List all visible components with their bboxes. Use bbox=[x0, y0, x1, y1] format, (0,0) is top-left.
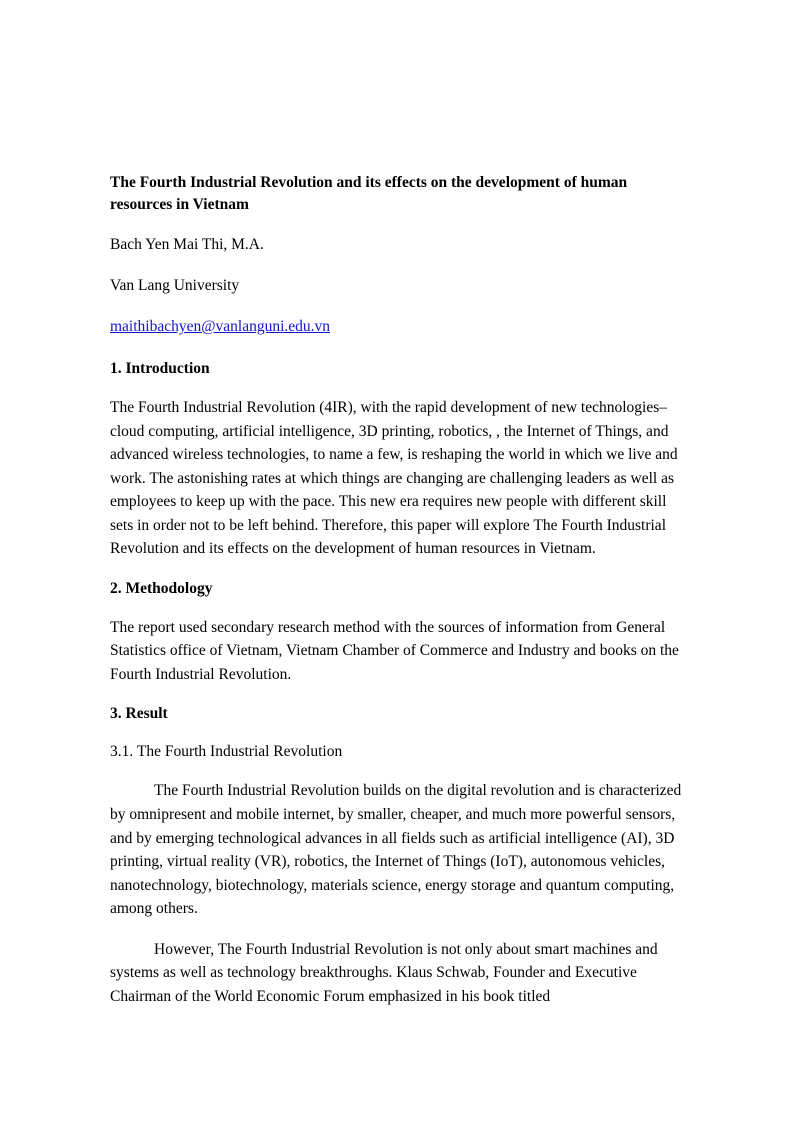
subsection-heading-fourth-industrial-revolution: 3.1. The Fourth Industrial Revolution bbox=[110, 743, 343, 761]
paragraph-introduction: The Fourth Industrial Revolution (4IR), with the rapid development of new technologies–cloud computing, artificial intelligence, 3D printing, robotics, , the Internet of Things, and advanced wireless technologies, to name a few, is reshaping the world in which we live and work. The astonishing rates at which things are changing are challenging leaders as well as employees to keep up with the pace. This new era requires new people with different skill sets in order not to be left behind. Therefore, this paper will explore The Fourth Industrial Revolution and its effects on the development of human resources in Vietnam. bbox=[110, 399, 678, 558]
section-heading-methodology: 2. Methodology bbox=[110, 579, 213, 597]
author-name: Bach Yen Mai Thi, M.A. bbox=[110, 236, 264, 253]
author-email bbox=[110, 316, 682, 338]
section-heading-introduction: 1. Introduction bbox=[110, 360, 210, 377]
page-title: The Fourth Industrial Revolution and its effects on the development of human resources in Vietnam bbox=[110, 174, 628, 213]
author-affiliation: Van Lang University bbox=[110, 277, 240, 294]
paragraph-methodology: The report used secondary research method with the sources of information from General Statistics office of Vietnam, Vietnam Chamber of Commerce and Industry and books on the Fourth Industrial Revolution. bbox=[110, 618, 679, 683]
section-heading-result: 3. Result bbox=[110, 705, 168, 723]
email-link[interactable]: maithibachyen@vanlanguni.edu.vn bbox=[110, 318, 331, 335]
document-body bbox=[110, 172, 682, 1025]
paragraph-result-2: However, The Fourth Industrial Revolution is not only about smart machines and systems as well as technology breakthroughs. Klaus Schwab, Founder and Executive Chairman of the World Economic Forum emphasized in his book titled bbox=[110, 940, 658, 1005]
paragraph-result-1: The Fourth Industrial Revolution builds on the digital revolution and is characterized by omnipresent and mobile internet, by smaller, cheaper, and much more powerful sensors, and by emerging technological advances in all fields such as artificial intelligence (AI), 3D printing, virtual reality (VR), robotics, the Internet of Things (IoT), autonomous vehicles, nanotechnology, biotechnology, materials science, energy storage and quantum computing, among others. bbox=[110, 782, 682, 918]
